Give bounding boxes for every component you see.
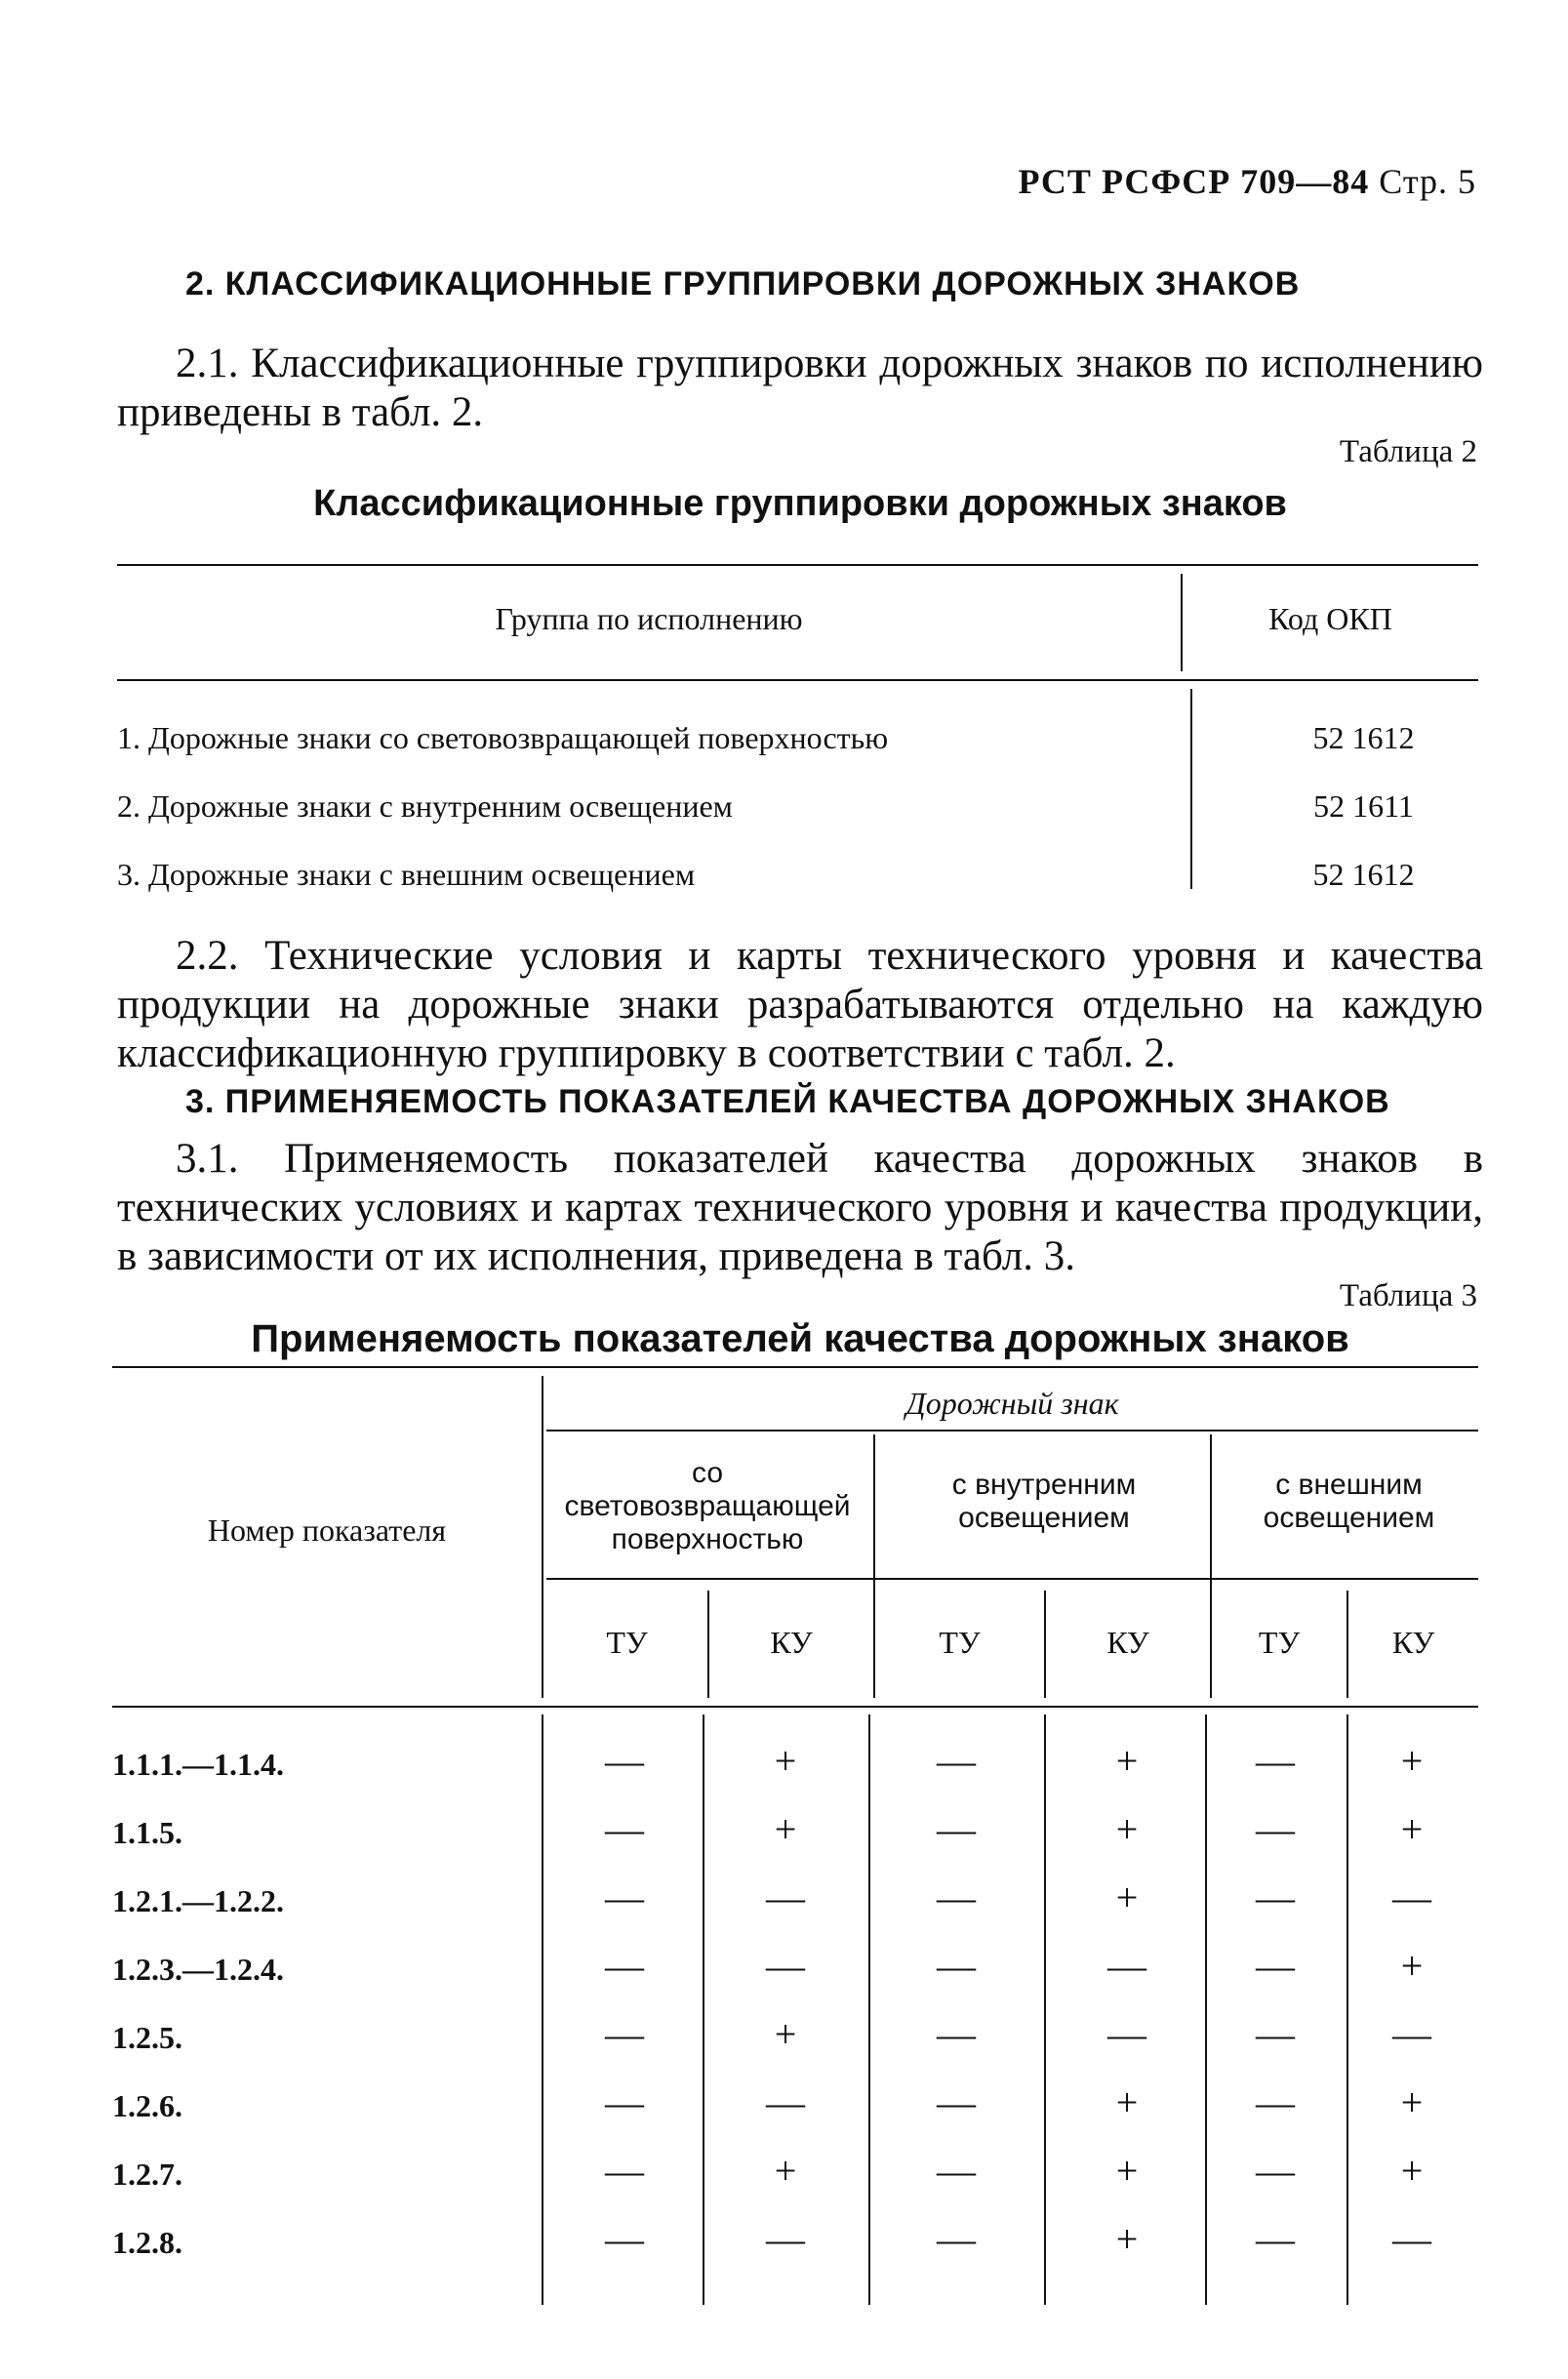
- row-name: 2. Дорожные знаки с внутренним освещением: [117, 788, 733, 824]
- applicability-mark: +: [774, 1739, 797, 1783]
- table-rule: [117, 564, 1478, 566]
- indicator-number: 1.2.8.: [112, 2225, 182, 2260]
- table-row: [112, 1737, 1478, 1786]
- applicability-mark: —: [937, 2012, 976, 2056]
- running-header: [1019, 161, 1477, 202]
- applicability-mark: —: [1256, 1739, 1295, 1783]
- applicability-mark: —: [766, 2080, 805, 2124]
- paragraph-3-1: 3.1. Применяемость показателей качества дорожных знаков в технических условиях и картах технического уровня и качества продукции, в зависимости от их исполнения, приведена в табл. 3.: [117, 1136, 1483, 1279]
- applicability-mark: —: [937, 2149, 976, 2193]
- applicability-mark: —: [1392, 1875, 1431, 1919]
- table-3-title: Применяемость показателей качества дорожных знаков: [251, 1317, 1349, 1360]
- row-code: 52 1612: [1312, 720, 1415, 755]
- applicability-mark: —: [937, 2080, 976, 2124]
- applicability-mark: —: [766, 2217, 805, 2261]
- table-row: [112, 2215, 1478, 2264]
- group-header-retroreflective: со световозвращающей поверхностью: [564, 1457, 851, 1555]
- applicability-mark: —: [937, 1807, 976, 1851]
- table-row: [112, 1874, 1478, 1922]
- section-2-heading: 2. КЛАССИФИКАЦИОННЫЕ ГРУППИРОВКИ ДОРОЖНЫХ ЗНАКОВ: [185, 265, 1301, 302]
- applicability-mark: —: [766, 1944, 805, 1988]
- applicability-mark: —: [937, 1875, 976, 1919]
- applicability-mark: —: [605, 2080, 644, 2124]
- applicability-mark: —: [1392, 2012, 1431, 2056]
- applicability-mark: —: [1256, 2080, 1295, 2124]
- table-rule: [546, 1430, 1478, 1431]
- applicability-mark: —: [605, 1875, 644, 1919]
- applicability-mark: +: [1115, 1807, 1139, 1851]
- table-2: [117, 564, 1478, 896]
- applicability-mark: —: [1256, 2012, 1295, 2056]
- applicability-mark: —: [605, 2012, 644, 2056]
- paragraph-2-2: 2.2. Технические условия и карты технического уровня и качества продукции на дорожные знаки разрабатываются отдельно на каждую классификационную группировку в соответствии с табл. 2.: [117, 933, 1483, 1076]
- applicability-mark: +: [1400, 1807, 1424, 1851]
- subheader-tu: ТУ: [606, 1625, 648, 1660]
- table-3-label: Таблица 3: [1339, 1278, 1477, 1313]
- subheader-ku: КУ: [770, 1625, 813, 1660]
- indicator-number: 1.2.6.: [112, 2088, 182, 2123]
- paragraph-2-1: 2.1. Классификационные группировки дорожных знаков по исполнению приведены в табл. 2.: [117, 341, 1483, 435]
- column-header-group: Группа по исполнению: [495, 601, 803, 636]
- table-row: [117, 720, 1478, 759]
- applicability-mark: —: [1256, 1875, 1295, 1919]
- table-rule: [112, 1706, 1478, 1708]
- row-code: 52 1611: [1313, 788, 1414, 824]
- applicability-mark: —: [766, 1875, 805, 1919]
- group-header-internal: с внутренним освещением: [951, 1469, 1137, 1534]
- page-number: Стр. 5: [1379, 162, 1476, 201]
- table-rule: [112, 1366, 1478, 1368]
- applicability-mark: +: [1400, 1739, 1424, 1783]
- applicability-mark: +: [1115, 1739, 1139, 1783]
- column-header-number: Номер показателя: [207, 1512, 447, 1548]
- table-2-label: Таблица 2: [1339, 434, 1477, 469]
- applicability-mark: +: [1115, 2217, 1139, 2261]
- table-row: [117, 857, 1478, 896]
- table-row: [112, 2010, 1478, 2059]
- indicator-number: 1.1.1.—1.1.4.: [112, 1747, 284, 1782]
- subheader-tu: ТУ: [1258, 1625, 1301, 1660]
- applicability-mark: —: [1107, 1944, 1146, 1988]
- applicability-mark: +: [774, 1807, 797, 1851]
- applicability-mark: —: [605, 1739, 644, 1783]
- table-rule: [117, 679, 1478, 681]
- subheader-ku: КУ: [1106, 1625, 1149, 1660]
- applicability-mark: +: [1400, 1944, 1424, 1988]
- table-row: [112, 1805, 1478, 1854]
- section-3-heading: 3. ПРИМЕНЯЕМОСТЬ ПОКАЗАТЕЛЕЙ КАЧЕСТВА ДОРОЖНЫХ ЗНАКОВ: [185, 1083, 1390, 1120]
- applicability-mark: +: [1115, 2149, 1139, 2193]
- applicability-mark: —: [937, 1739, 976, 1783]
- applicability-mark: —: [605, 1944, 644, 1988]
- row-name: 1. Дорожные знаки со световозвращающей поверхностью: [117, 720, 889, 755]
- applicability-mark: —: [1256, 2149, 1295, 2193]
- table-2-title: Классификационные группировки дорожных знаков: [313, 483, 1287, 524]
- column-header-code: Код ОКП: [1268, 601, 1392, 636]
- applicability-mark: +: [1115, 2080, 1139, 2124]
- doc-code: РСТ РСФСР 709—84: [1018, 162, 1370, 201]
- indicator-number: 1.2.1.—1.2.2.: [112, 1883, 284, 1918]
- column-header-sign: Дорожный знак: [905, 1386, 1119, 1421]
- applicability-mark: —: [605, 1807, 644, 1851]
- applicability-mark: —: [1107, 2012, 1146, 2056]
- applicability-mark: —: [1256, 2217, 1295, 2261]
- table-row: [112, 2078, 1478, 2127]
- row-name: 3. Дорожные знаки с внешним освещением: [117, 857, 696, 892]
- applicability-mark: —: [1392, 2217, 1431, 2261]
- applicability-mark: +: [774, 2012, 797, 2056]
- applicability-mark: —: [605, 2149, 644, 2193]
- subheader-tu: ТУ: [939, 1625, 981, 1660]
- column-divider: [542, 1376, 543, 1698]
- row-code: 52 1612: [1312, 857, 1415, 892]
- table-rule: [546, 1578, 1478, 1580]
- indicator-number: 1.2.7.: [112, 2157, 182, 2192]
- table-row: [112, 2147, 1478, 2196]
- indicator-number: 1.2.5.: [112, 2020, 182, 2055]
- table-3: [112, 1351, 1478, 2327]
- applicability-mark: +: [774, 2149, 797, 2193]
- indicator-number: 1.2.3.—1.2.4.: [112, 1952, 284, 1987]
- applicability-mark: +: [1115, 1875, 1139, 1919]
- table-row: [117, 788, 1478, 827]
- applicability-mark: +: [1400, 2080, 1424, 2124]
- applicability-mark: —: [1256, 1807, 1295, 1851]
- applicability-mark: —: [605, 2217, 644, 2261]
- applicability-mark: —: [1256, 1944, 1295, 1988]
- applicability-mark: —: [937, 2217, 976, 2261]
- group-header-external: с внешним освещением: [1263, 1469, 1435, 1534]
- applicability-mark: —: [937, 1944, 976, 1988]
- subheader-ku: КУ: [1391, 1625, 1435, 1660]
- applicability-mark: +: [1400, 2149, 1424, 2193]
- table-row: [112, 1942, 1478, 1991]
- indicator-number: 1.1.5.: [112, 1815, 182, 1850]
